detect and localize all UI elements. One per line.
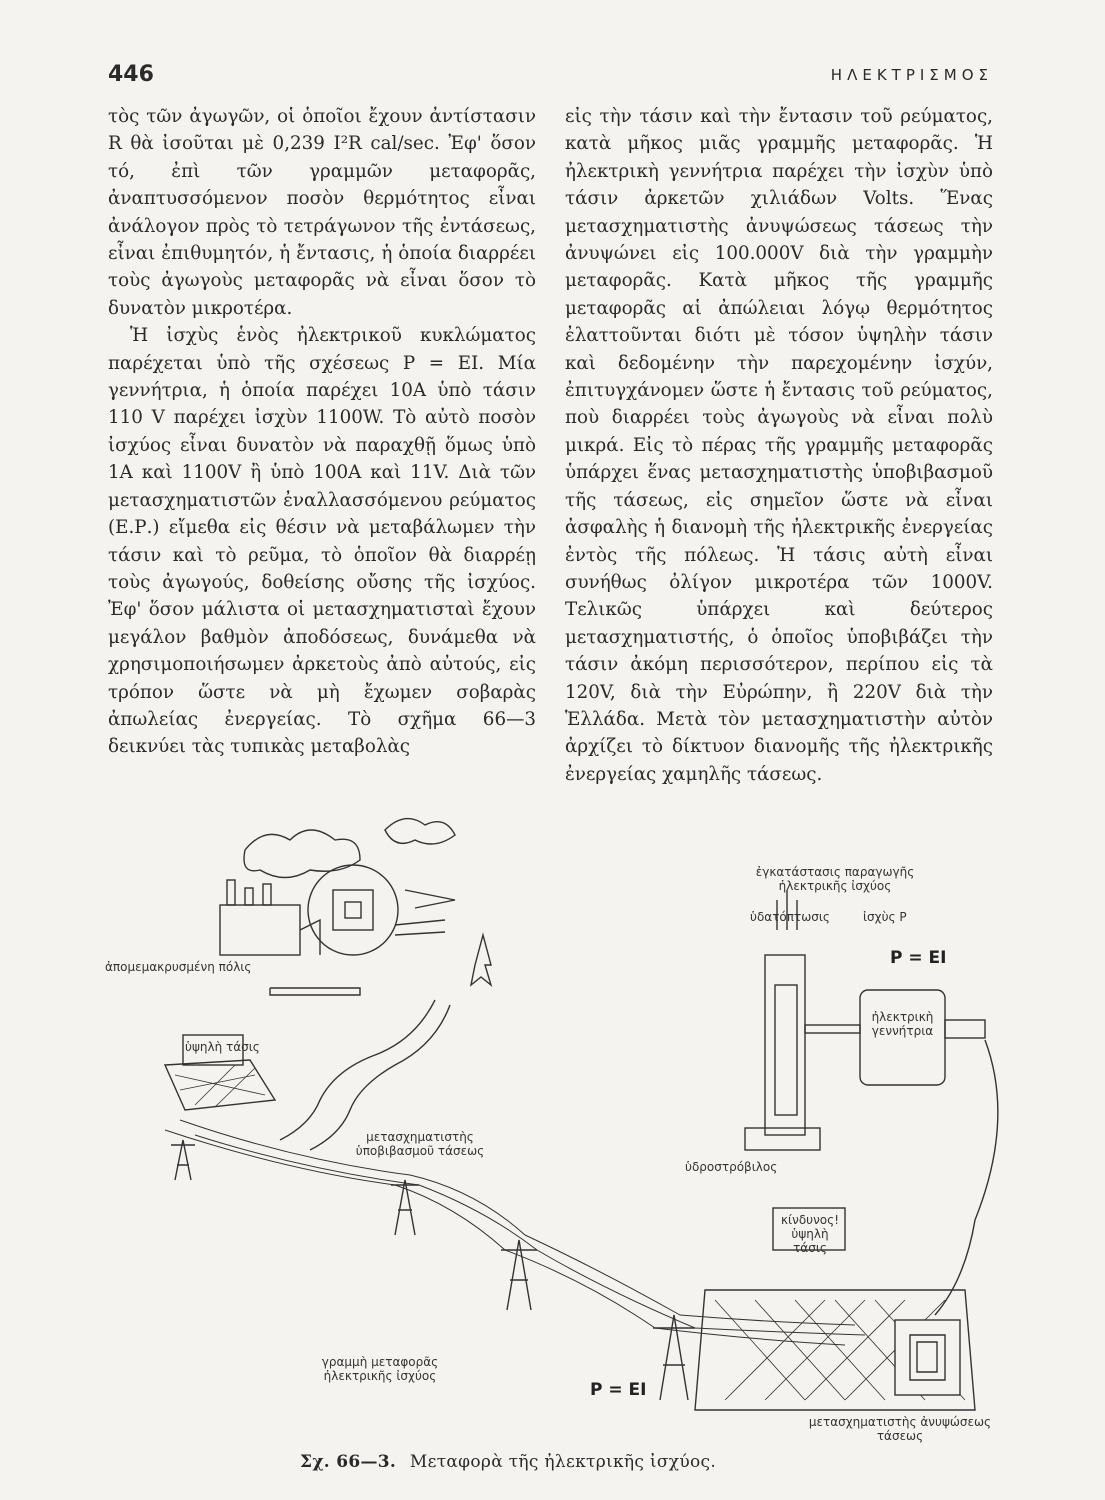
label-generator: ἠλεκτρικὴ γεννήτρια: [871, 1010, 934, 1038]
figure-caption: [300, 1452, 900, 1472]
running-head: ΗΛΕΚΤΡΙΣΜΟΣ: [830, 66, 993, 84]
label-generating-plant: ἐγκατάστασις παραγωγῆς ἠλεκτρικῆς ἰσχύος: [755, 865, 915, 893]
tower-icon: [653, 1315, 695, 1400]
figure-power-transmission: [105, 810, 1005, 1450]
label-waterfall: ὑδατόπτωσις: [750, 910, 830, 924]
cloud-icon: [385, 819, 455, 844]
page-number: 446: [108, 62, 154, 87]
tower-icon: [171, 1140, 195, 1180]
label-distant-city: ἀπομεμακρυσμένη πόλις: [105, 960, 252, 974]
left-column: [108, 103, 536, 761]
paragraph: Ἡ ἰσχὺς ἑνὸς ἠλεκτρικοῦ κυκλώματος παρέχεται ὑπὸ τῆς σχέσεως P = EI. Μία γεννήτρια, ἡ ὁποία παρέχει 10A ὑπὸ τάσιν 110 V παρέχει ἰσχὺν 1100W. Τὸ αὐτὸ ποσὸν ἰσχύος εἶναι δυνατὸν νὰ παραχθῇ ὅμως ὑπὸ 1A καὶ 1100V ἢ ὑπὸ 100A καὶ 11V. Διὰ τῶν μετασχηματιστῶν ἐναλλασσόμενου ρεύματος (Ε.Ρ.) εἴμεθα εἰς θέσιν νὰ μεταβάλωμεν τὴν τάσιν καὶ τὸ ρεῦμα, τὸ ὁποῖον θὰ διαρρέῃ τοὺς ἀγωγούς, δοθείσης οὔσης τῆς ἰσχύος. Ἐφ' ὅσον μάλιστα οἱ μετασχηματισταὶ ἔχουν μεγάλον βαθμὸν ἀποδόσεως, δυνάμεθα νὰ χρησιμοποιήσωμεν ἀρκετοὺς ἀπὸ αὐτούς, εἰς τρόπον ὥστε νὰ μὴ ἔχωμεν σοβαρὰς ἀπωλείας ἐνεργείας. Τὸ σχῆμα 66—3 δεικνύει τὰς τυπικὰς μεταβολὰς: [108, 325, 536, 758]
label-high-voltage: ὑψηλὴ τάσις: [185, 1040, 260, 1054]
figure-illustration: [105, 810, 1005, 1450]
caption-number: Σχ. 66—3.: [300, 1452, 397, 1472]
river-icon: [310, 1005, 450, 1150]
paragraph: τὸς τῶν ἀγωγῶν, οἱ ὁποῖοι ἔχουν ἀντίστασιν R θὰ ἰσοῦται μὲ 0,239 I²R cal/sec. Ἐφ' ὅσον τό, ἐπὶ τῶν γραμμῶν μεταφορᾶς, ἀναπτυσσόμενον ποσὸν θερμότητος εἶναι ἀνάλογον πρὸς τὸ τετράγωνον τῆς ἐντάσεως, εἶναι ἐπιθυμητόν, ἡ ἔντασις, ἡ ὁποία διαρρέει τοὺς ἀγωγοὺς μεταφορᾶς νὰ εἶναι ὅσον τὸ δυνατὸν μικροτέρα.: [108, 106, 536, 319]
substation-yard-icon: [695, 1290, 975, 1410]
magnifier-transformer-icon: [308, 865, 455, 955]
paragraph: εἰς τὴν τάσιν καὶ τὴν ἔντασιν τοῦ ρεύματος, κατὰ μῆκος μιᾶς γραμμῆς μεταφορᾶς. Ἡ ἠλεκτρικὴ γεννήτρια παρέχει τὴν ἰσχὺν ὑπὸ τάσιν ἀρκετῶν χιλιάδων Volts. Ἕνας μετασχηματιστὴς ἀνυψώσεως τάσεως τὴν ἀνυψώνει εἰς 100.000V διὰ τὴν γραμμὴν μεταφορᾶς. Κατὰ μῆκος τῆς γραμμῆς μεταφορᾶς αἱ ἀπώλειαι λόγῳ θερμότητος ἐλαττοῦνται διότι μὲ τόσον ὑψηλὴν τάσιν καὶ δεδομένην τὴν παρεχομένην ἰσχύν, ἐπιτυγχάνομεν ὥστε ἡ ἔντασις τοῦ ρεύματος, ποὺ διαρρέει τοὺς ἀγωγοὺς νὰ εἶναι πολὺ μικρά. Εἰς τὸ πέρας τῆς γραμμῆς μεταφορᾶς ὑπάρχει ἕνας μετασχηματιστὴς ὑποβιβασμοῦ τῆς τάσεως, εἰς σημεῖον ὥστε νὰ εἶναι ἀσφαλὴς ἡ διανομὴ τῆς ἠλεκτρικῆς ἐνεργείας ἐντὸς τῆς πόλεως. Ἡ τάσις αὐτὴ εἶναι συνήθως ὀλίγον μικροτέρα τῶν 1000V. Τελικῶς ὑπάρχει καὶ δεύτερος μετασχηματιστής, ὁ ὁποῖος ὑποβιβάζει τὴν τάσιν ἀκόμη περισσότερον, περίπου εἰς τὰ 120V, διὰ τὴν Εὐρώπην, ἢ 220V διὰ τὴν Ἑλλάδα. Μετὰ τὸν μετασχηματιστὴν αὐτὸν ἀρχίζει τὸ δίκτυον διανομῆς τῆς ἠλεκτρικῆς ἐνεργείας χαμηλῆς τάσεως.: [565, 106, 993, 785]
substation-yard-icon: [165, 1060, 275, 1110]
caption-text: Μεταφορὰ τῆς ἠλεκτρικῆς ἰσχύος.: [409, 1452, 717, 1472]
label-step-up-transformer: μετασχηματιστὴς ἀνυψώσεως τάσεως: [808, 1415, 992, 1443]
label-step-down-transformer: μετασχηματιστὴς ὑποβιβασμοῦ τάσεως: [355, 1130, 485, 1158]
generator-icon: [805, 990, 998, 1315]
equation-plant: P = EI: [890, 948, 947, 968]
right-column: [565, 103, 993, 788]
cloud-icon: [244, 830, 360, 878]
tree-icon: [471, 935, 491, 985]
label-transmission-line: γραμμὴ μεταφορᾶς ἠλεκτρικῆς ἰσχύος: [321, 1355, 439, 1383]
equation-line: P = EI: [590, 1380, 647, 1400]
transmission-wire: [180, 1120, 855, 1325]
label-danger-high-voltage: κίνδυνος! ὑψηλὴ τάσις: [780, 1213, 840, 1255]
label-power: ἰσχὺς P: [863, 910, 907, 924]
factory-icon: [220, 880, 320, 955]
turbine-icon: [745, 890, 820, 1150]
label-water-turbine: ὑδροστρόβιλος: [685, 1160, 778, 1174]
river-icon: [280, 1000, 435, 1140]
fence: [270, 988, 360, 995]
